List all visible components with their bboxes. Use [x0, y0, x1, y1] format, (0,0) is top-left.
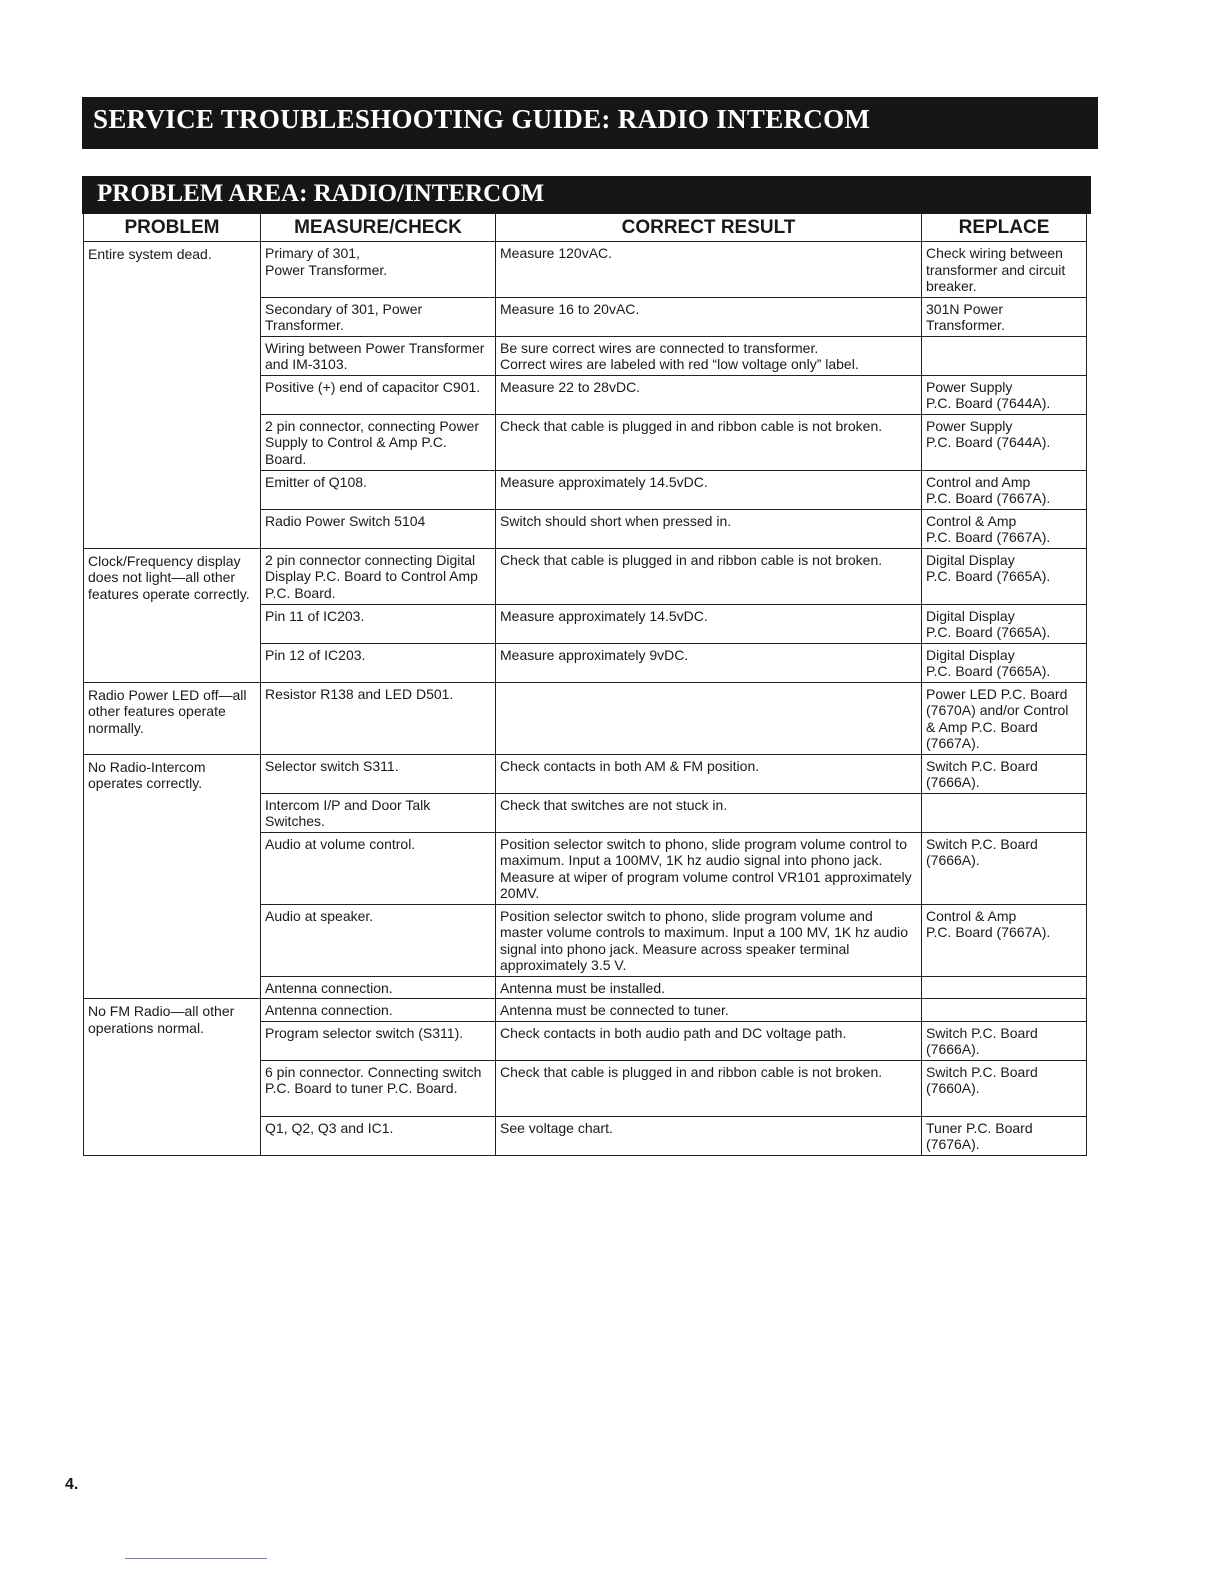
replace-cell: Control & Amp P.C. Board (7667A). [922, 904, 1087, 976]
result-cell: Antenna must be connected to tuner. [496, 999, 922, 1022]
result-cell: Measure approximately 14.5vDC. [496, 604, 922, 643]
table-row [84, 242, 1087, 298]
measure-cell: Radio Power Switch 5104 [261, 509, 496, 548]
measure-cell: Emitter of Q108. [261, 470, 496, 509]
result-cell [496, 682, 922, 754]
replace-cell [922, 336, 1087, 375]
replace-cell: Check wiring between transformer and circuit breaker. [922, 242, 1087, 298]
result-cell: Check contacts in both audio path and DC voltage path. [496, 1021, 922, 1060]
replace-cell: Control & Amp P.C. Board (7667A). [922, 509, 1087, 548]
replace-cell: Power Supply P.C. Board (7644A). [922, 414, 1087, 470]
measure-cell: 6 pin connector. Connecting switch P.C. Board to tuner P.C. Board. [261, 1060, 496, 1116]
header-measure-check: MEASURE/CHECK [261, 214, 496, 242]
replace-cell: Digital Display P.C. Board (7665A). [922, 548, 1087, 604]
problem-cell: No Radio-Intercom operates correctly. [84, 754, 261, 999]
replace-cell: Switch P.C. Board (7660A). [922, 1060, 1087, 1116]
replace-cell: Digital Display P.C. Board (7665A). [922, 604, 1087, 643]
problem-cell: No FM Radio—all other operations normal. [84, 999, 261, 1156]
measure-cell: Antenna connection. [261, 999, 496, 1022]
replace-cell: Switch P.C. Board (7666A). [922, 1021, 1087, 1060]
problem-cell: Entire system dead. [84, 242, 261, 549]
header-problem: PROBLEM [84, 214, 261, 242]
table-row [84, 999, 1087, 1022]
result-cell: Measure approximately 14.5vDC. [496, 470, 922, 509]
measure-cell: 2 pin connector, connecting Power Supply to Control & Amp P.C. Board. [261, 414, 496, 470]
header-replace: REPLACE [922, 214, 1087, 242]
replace-cell [922, 976, 1087, 999]
result-cell: Antenna must be installed. [496, 976, 922, 999]
replace-cell: Power Supply P.C. Board (7644A). [922, 375, 1087, 414]
measure-cell: Primary of 301, Power Transformer. [261, 242, 496, 298]
table-row [84, 682, 1087, 754]
replace-cell: 301N Power Transformer. [922, 297, 1087, 336]
measure-cell: Audio at speaker. [261, 904, 496, 976]
result-cell: Position selector switch to phono, slide program volume and master volume controls to maximum. Input a 100 MV, 1K hz audio signal into phono jack. Measure across speaker terminal approximately 3.5 V. [496, 904, 922, 976]
table-row [84, 548, 1087, 604]
measure-cell: Wiring between Power Transformer and IM-3103. [261, 336, 496, 375]
measure-cell: Antenna connection. [261, 976, 496, 999]
header-correct-result: CORRECT RESULT [496, 214, 922, 242]
page-number: 4. [65, 1476, 79, 1493]
result-cell: Measure 16 to 20vAC. [496, 297, 922, 336]
result-cell: Measure approximately 9vDC. [496, 643, 922, 682]
result-cell: Switch should short when pressed in. [496, 509, 922, 548]
replace-cell [922, 793, 1087, 832]
replace-cell: Digital Display P.C. Board (7665A). [922, 643, 1087, 682]
troubleshooting-table [83, 214, 1087, 1156]
replace-cell: Control and Amp P.C. Board (7667A). [922, 470, 1087, 509]
replace-cell [922, 999, 1087, 1022]
result-cell: Measure 22 to 28vDC. [496, 375, 922, 414]
measure-cell: 2 pin connector connecting Digital Display P.C. Board to Control Amp P.C. Board. [261, 548, 496, 604]
measure-cell: Selector switch S311. [261, 754, 496, 793]
replace-cell: Switch P.C. Board (7666A). [922, 832, 1087, 904]
measure-cell: Intercom I/P and Door Talk Switches. [261, 793, 496, 832]
result-cell: Measure 120vAC. [496, 242, 922, 298]
result-cell: Check that switches are not stuck in. [496, 793, 922, 832]
measure-cell: Secondary of 301, Power Transformer. [261, 297, 496, 336]
measure-cell: Audio at volume control. [261, 832, 496, 904]
measure-cell: Q1, Q2, Q3 and IC1. [261, 1116, 496, 1155]
replace-cell: Power LED P.C. Board (7670A) and/or Control & Amp P.C. Board (7667A). [922, 682, 1087, 754]
result-cell: Be sure correct wires are connected to transformer. Correct wires are labeled with red “low voltage only” label. [496, 336, 922, 375]
result-cell: Check that cable is plugged in and ribbon cable is not broken. [496, 1060, 922, 1116]
problem-area-heading: PROBLEM AREA: RADIO/INTERCOM [82, 176, 1091, 214]
page-title: SERVICE TROUBLESHOOTING GUIDE: RADIO INTERCOM [82, 97, 1098, 149]
measure-cell: Positive (+) end of capacitor C901. [261, 375, 496, 414]
result-cell: Check that cable is plugged in and ribbon cable is not broken. [496, 548, 922, 604]
result-cell: Check contacts in both AM & FM position. [496, 754, 922, 793]
measure-cell: Pin 11 of IC203. [261, 604, 496, 643]
replace-cell: Switch P.C. Board (7666A). [922, 754, 1087, 793]
measure-cell: Pin 12 of IC203. [261, 643, 496, 682]
replace-cell: Tuner P.C. Board (7676A). [922, 1116, 1087, 1155]
measure-cell: Program selector switch (S311). [261, 1021, 496, 1060]
table-header-row [84, 214, 1087, 242]
table-row [84, 754, 1087, 793]
footer-rule [125, 1558, 267, 1559]
measure-cell: Resistor R138 and LED D501. [261, 682, 496, 754]
problem-cell: Radio Power LED off—all other features operate normally. [84, 682, 261, 754]
problem-cell: Clock/Frequency display does not light—all other features operate correctly. [84, 548, 261, 682]
result-cell: Check that cable is plugged in and ribbon cable is not broken. [496, 414, 922, 470]
result-cell: See voltage chart. [496, 1116, 922, 1155]
result-cell: Position selector switch to phono, slide program volume control to maximum. Input a 100MV, 1K hz audio signal into phono jack. Measure at wiper of program volume control VR101 approximately 20MV. [496, 832, 922, 904]
